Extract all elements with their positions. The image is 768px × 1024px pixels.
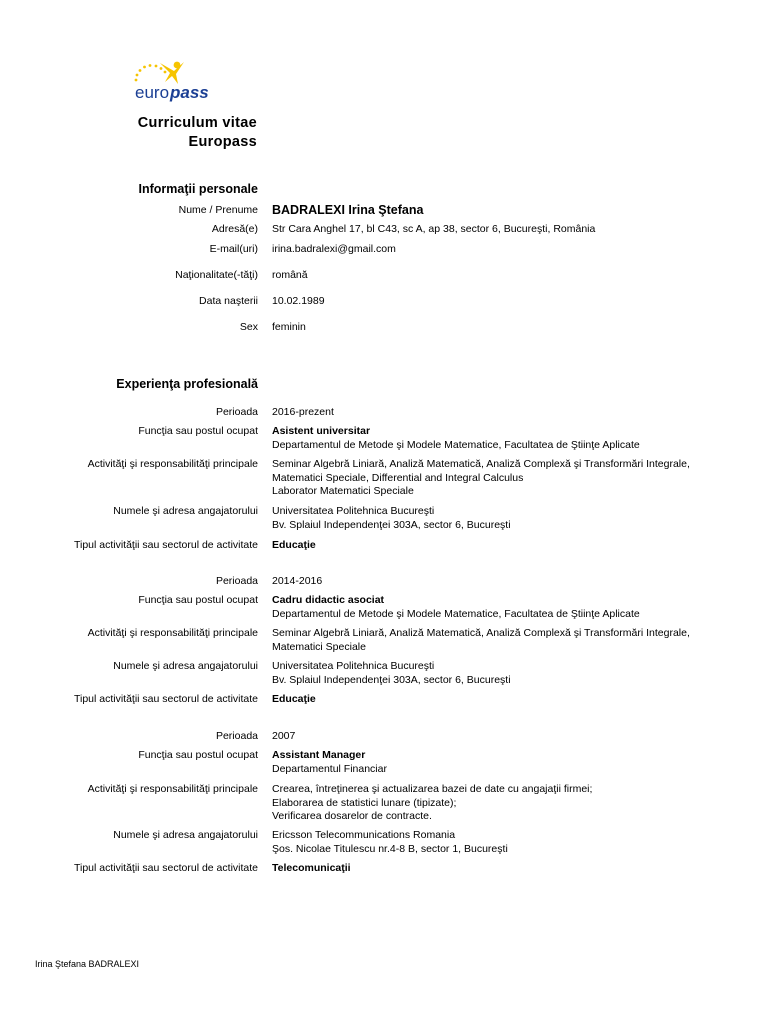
sex-value: feminin bbox=[272, 321, 306, 333]
entry2-function-dept: Departamentul de Metode şi Modele Matematice, Facultatea de Ştiinţe Aplicate bbox=[272, 607, 640, 620]
entry1-function-title: Asistent universitar bbox=[272, 425, 371, 437]
entry1-function-label: Funcţia sau postul ocupat bbox=[138, 425, 258, 437]
entry2-period-label: Perioada bbox=[215, 575, 258, 587]
email-label: E-mail(uri) bbox=[209, 243, 258, 255]
birth-date-value: 10.02.1989 bbox=[272, 295, 325, 307]
address-value: Str Cara Anghel 17, bl C43, sc A, ap 38, sector 6, Bucureşti, România bbox=[272, 223, 596, 235]
entry2-employer-line: Bv. Splaiul Independenţei 303A, sector 6, Bucureşti bbox=[272, 673, 511, 686]
logo-text-euro: euro bbox=[135, 83, 170, 102]
entry2-employer-line: Universitatea Politehnica Bucureşti bbox=[272, 660, 435, 672]
entry1-employer-line: Universitatea Politehnica Bucureşti bbox=[272, 505, 435, 517]
sex-label: Sex bbox=[239, 321, 258, 333]
entry3-period-value: 2007 bbox=[272, 730, 296, 742]
entry1-activity-line: Matematici Speciale, Differential and Integral Calculus bbox=[272, 471, 524, 484]
experience-heading: Experienţa profesională bbox=[116, 377, 258, 391]
personal-info-heading: Informaţii personale bbox=[138, 182, 258, 196]
entry2-employer-value bbox=[272, 660, 511, 687]
entry2-period-value: 2014-2016 bbox=[272, 575, 323, 587]
entry2-employer-label: Numele şi adresa angajatorului bbox=[113, 660, 258, 672]
figure-icon bbox=[160, 62, 184, 84]
entry1-period-value: 2016-prezent bbox=[272, 406, 334, 418]
entry3-activities-label: Activităţi şi responsabilităţi principale bbox=[87, 783, 258, 795]
nationality-label: Naţionalitate(-tăţi) bbox=[175, 269, 258, 281]
entry3-function-value bbox=[272, 749, 387, 776]
entry3-activity-line: Elaborarea de statistici lunare (tipizate); bbox=[272, 796, 457, 809]
entry3-activity-line: Crearea, întreţinerea şi actualizarea bazei de date cu angajaţii firmei; bbox=[272, 783, 593, 795]
entry2-activities-label: Activităţi şi responsabilităţi principale bbox=[87, 627, 258, 639]
star-ring-icon bbox=[135, 64, 167, 81]
cv-title bbox=[138, 114, 257, 152]
entry1-function-value bbox=[272, 425, 640, 452]
entry2-activity-line: Seminar Algebră Liniară, Analiză Matematică, Analiză Complexă şi Transformări Integrale, bbox=[272, 627, 690, 639]
entry1-employer-label: Numele şi adresa angajatorului bbox=[113, 505, 258, 517]
footer-name: Irina Ştefana BADRALEXI bbox=[35, 959, 140, 969]
entry3-function-dept: Departamentul Financiar bbox=[272, 762, 387, 775]
entry3-period-label: Perioada bbox=[215, 730, 258, 742]
europass-logo-graphic bbox=[132, 56, 232, 106]
entry3-activity-line: Verificarea dosarelor de contracte. bbox=[272, 810, 432, 822]
cv-title-line2: Europass bbox=[188, 134, 257, 150]
entry2-sector-label: Tipul activităţii sau sectorul de activitate bbox=[73, 693, 258, 705]
entry2-function-value bbox=[272, 594, 640, 621]
cv-title-line1: Curriculum vitae bbox=[137, 115, 257, 131]
entry3-sector-label: Tipul activităţii sau sectorul de activitate bbox=[73, 862, 258, 874]
entry3-function-title: Assistant Manager bbox=[272, 749, 366, 761]
entry1-sector-label: Tipul activităţii sau sectorul de activitate bbox=[73, 539, 258, 551]
entry2-function-label: Funcţia sau postul ocupat bbox=[138, 594, 258, 606]
entry1-activity-line: Laborator Matematici Speciale bbox=[272, 485, 414, 497]
birth-date-label: Data naşterii bbox=[199, 295, 258, 307]
entry1-employer-line: Bv. Splaiul Independenţei 303A, sector 6, Bucureşti bbox=[272, 518, 511, 531]
entry3-employer-label: Numele şi adresa angajatorului bbox=[113, 829, 258, 841]
entry1-employer-value bbox=[272, 505, 511, 532]
entry3-activities-value bbox=[272, 783, 592, 824]
entry2-function-title: Cadru didactic asociat bbox=[272, 594, 385, 606]
name-value: BADRALEXI Irina Ştefana bbox=[272, 203, 424, 217]
address-label: Adresă(e) bbox=[211, 223, 258, 235]
entry3-employer-line: Şos. Nicolae Titulescu nr.4-8 B, sector 1, Bucureşti bbox=[272, 842, 508, 855]
entry1-period-label: Perioada bbox=[215, 406, 258, 418]
europass-logo bbox=[132, 56, 232, 106]
email-value[interactable]: irina.badralexi@gmail.com bbox=[272, 243, 396, 255]
entry1-activity-line: Seminar Algebră Liniară, Analiză Matematică, Analiză Complexă şi Transformări Integrale, bbox=[272, 458, 690, 470]
entry1-activities-label: Activităţi şi responsabilităţi principale bbox=[87, 458, 258, 470]
entry3-employer-value bbox=[272, 829, 508, 856]
entry2-sector-value: Educaţie bbox=[272, 693, 316, 705]
entry1-function-dept: Departamentul de Metode şi Modele Matematice, Facultatea de Ştiinţe Aplicate bbox=[272, 438, 640, 451]
name-label: Nume / Prenume bbox=[178, 204, 258, 216]
entry3-employer-line: Ericsson Telecommunications Romania bbox=[272, 829, 456, 841]
nationality-value: română bbox=[272, 269, 308, 281]
entry2-activity-line: Matematici Speciale bbox=[272, 640, 366, 653]
entry3-sector-value: Telecomunicaţii bbox=[272, 862, 351, 874]
logo-text-pass: pass bbox=[170, 83, 209, 102]
entry1-sector-value: Educaţie bbox=[272, 539, 316, 551]
entry3-function-label: Funcţia sau postul ocupat bbox=[138, 749, 258, 761]
entry1-activities-value bbox=[272, 458, 690, 499]
entry2-activities-value bbox=[272, 627, 690, 654]
